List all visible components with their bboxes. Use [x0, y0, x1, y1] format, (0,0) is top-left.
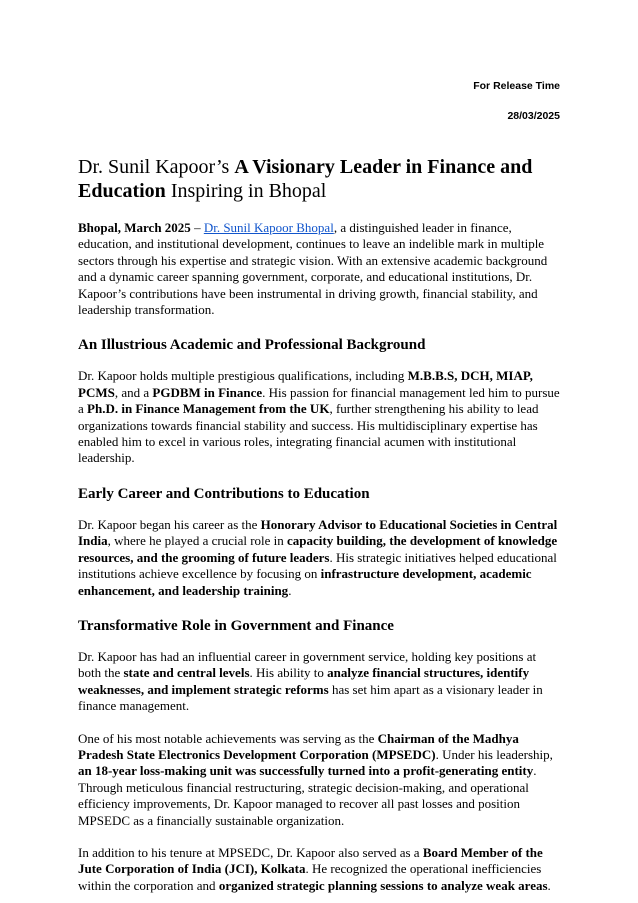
text-run: . He recognized the operational inefficiencies within the corporation and — [78, 861, 542, 893]
bold-run: Board Member of the Jute Corporation of India (JCI), Kolkata — [78, 844, 543, 877]
bold-run: Honorary Advisor to Educational Societies in Central India — [78, 516, 558, 549]
bold-run: state and central levels — [123, 665, 250, 681]
bold-run: Ph.D. in Finance Management from the UK — [87, 401, 330, 417]
intro-text: , a distinguished leader in finance, education, and institutional development, continues to leave an indelible mark in multiple sectors through his expertise and strategic vision. With an extensive academic background and a dynamic career spanning government, corporate, and educational institutions, Dr. Kapoor’s contributions have been instrumental in driving growth, financial stability, and leadership transformation. — [78, 220, 548, 318]
bold-run: M.B.B.S, DCH, MIAP, PCMS — [78, 368, 533, 400]
release-date: 28/03/2025 — [507, 110, 560, 122]
intro-paragraph — [78, 220, 560, 318]
bold-run: infrastructure development, academic enhancement, and leadership training — [78, 566, 532, 598]
title-bold: A Visionary Leader in Finance and Education — [78, 156, 533, 202]
academic-paragraph — [78, 368, 560, 466]
text-run: . His strategic initiatives helped educational institutions achieve excellence by focusing on — [78, 549, 557, 582]
text-run: . — [547, 877, 551, 893]
bold-run: an 18-year loss-making unit was successfully turned into a profit-generating entity — [78, 763, 534, 779]
page-title — [78, 155, 560, 203]
text-run: In addition to his tenure at MPSEDC, Dr. Kapoor also served as a — [78, 844, 423, 860]
text-run: Dr. Kapoor holds multiple prestigious qualifications, including — [78, 368, 408, 384]
title-prefix: Dr. Sunil Kapoor’s — [78, 156, 235, 178]
text-run: , and a — [114, 384, 153, 400]
dash: – — [190, 220, 204, 235]
text-run: , further strengthening his ability to lead organizations towards financial stability and success. His multidisciplinary expertise has enabled him to excel in various roles, integrating financial acumen with institutional leadership. — [78, 401, 539, 466]
dateline: Bhopal, March 2025 — [78, 220, 191, 235]
bold-run: PGDBM in Finance — [152, 384, 263, 400]
bold-run: capacity building, the development of knowledge resources, and the grooming of future leaders — [78, 533, 558, 565]
government-paragraph-1 — [78, 649, 560, 715]
section-heading-academic: An Illustrious Academic and Professional Background — [78, 337, 426, 354]
section-heading-government: Transformative Role in Government and Finance — [78, 617, 394, 634]
government-paragraph-2 — [78, 731, 560, 829]
text-run: . — [288, 582, 292, 598]
early-career-paragraph — [78, 517, 560, 599]
section-heading-early-career: Early Career and Contributions to Education — [78, 485, 370, 502]
text-run: Dr. Kapoor has had an influential career in government service, holding key positions at both the — [78, 648, 537, 681]
text-run: . His ability to — [249, 665, 328, 681]
text-run: . Through meticulous financial restructuring, strategic decision-making, and operational efficiency improvements, Dr. Kapoor managed to recover all past losses and position MPSEDC as a financially sustainable organization. — [78, 763, 537, 828]
title-suffix: Inspiring in Bhopal — [165, 180, 327, 202]
bold-run: Chairman of the Madhya Pradesh State Electronics Development Corporation (MPSEDC) — [78, 730, 519, 762]
text-run: , where he played a crucial role in — [107, 533, 288, 549]
text-run: . Under his leadership, — [435, 746, 553, 762]
text-run: Dr. Kapoor began his career as the — [78, 516, 261, 532]
government-paragraph-3 — [78, 845, 560, 894]
text-run: One of his most notable achievements was serving as the — [78, 730, 378, 746]
release-time-label: For Release Time — [473, 80, 560, 92]
text-run: . His passion for financial management led him to pursue a — [78, 384, 560, 417]
bold-run: organized strategic planning sessions to analyze weak areas — [218, 877, 548, 893]
text-run: has set him apart as a visionary leader in finance management. — [78, 681, 543, 714]
profile-link[interactable]: Dr. Sunil Kapoor Bhopal — [203, 220, 334, 235]
bold-run: analyze financial structures, identify weaknesses, and implement strategic reforms — [78, 665, 530, 697]
